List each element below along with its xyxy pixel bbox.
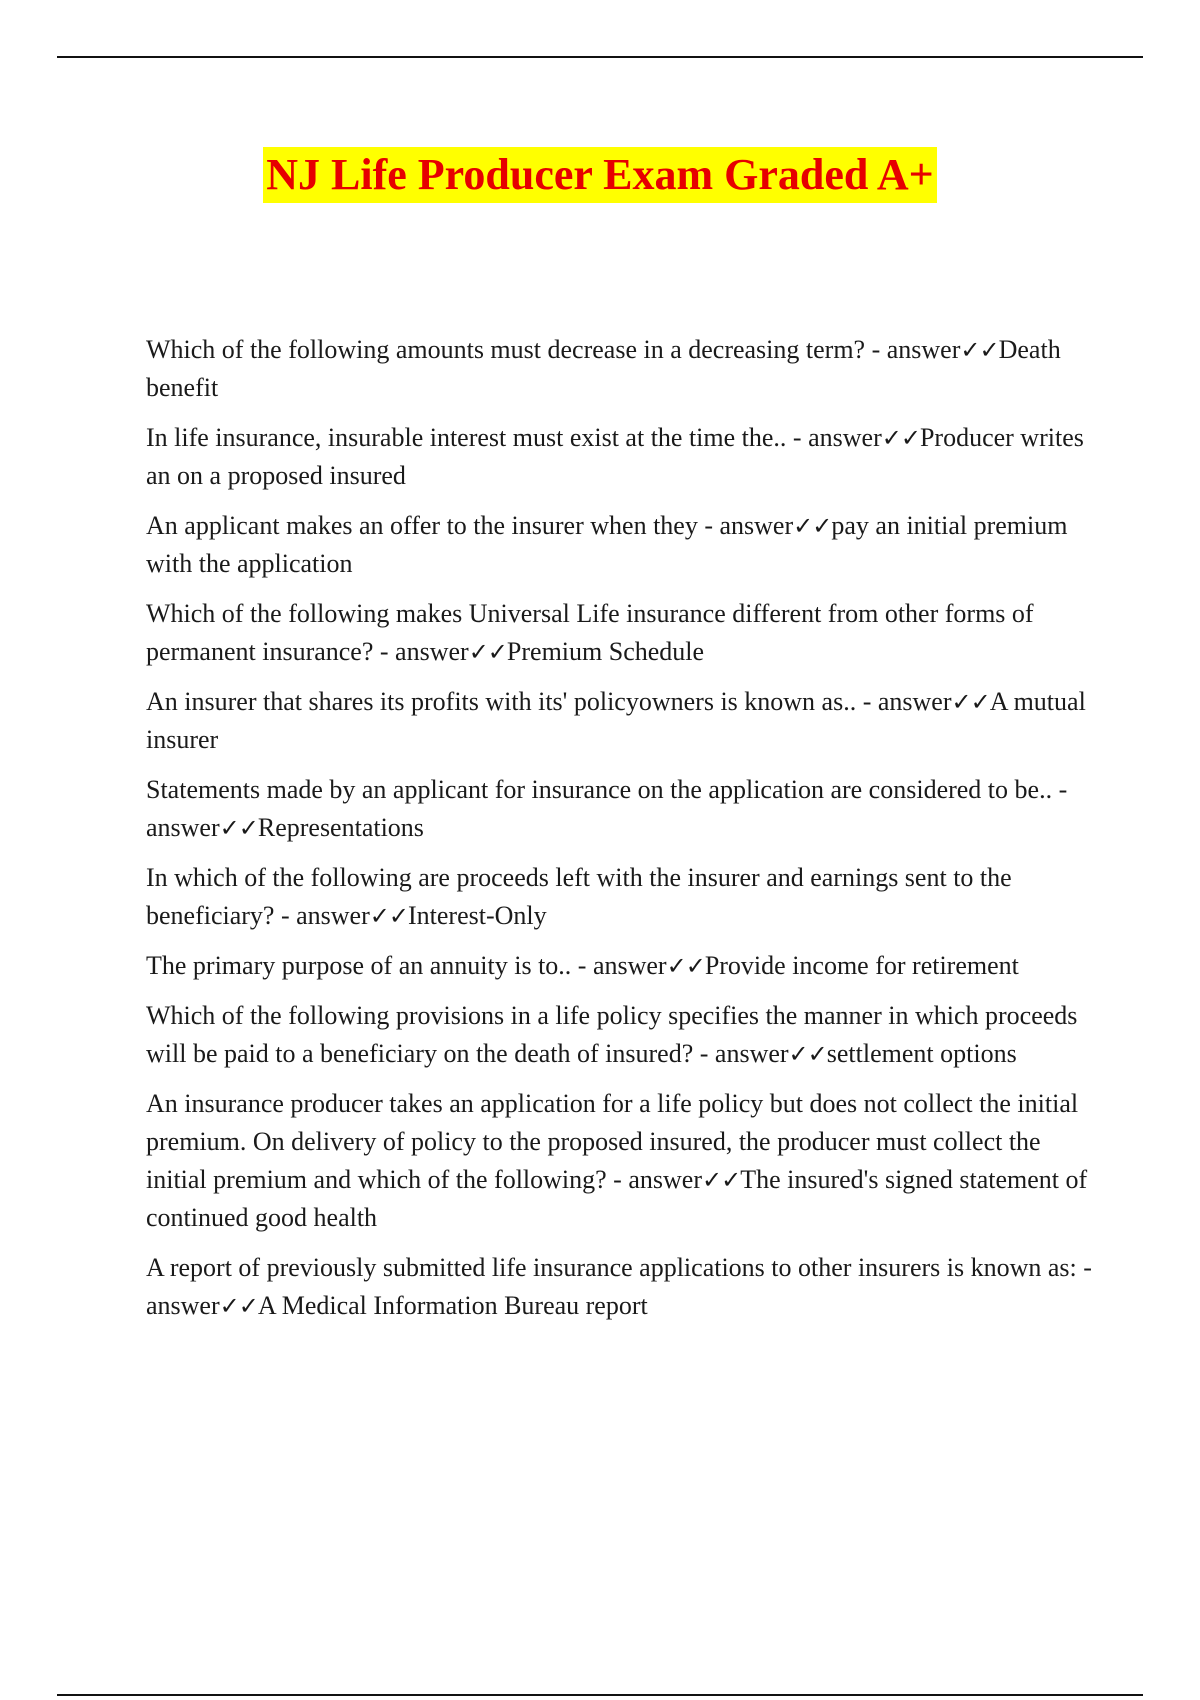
check-marks: ✓✓ [468, 638, 507, 666]
qa-item [146, 331, 1096, 407]
answer-label: answer [628, 1165, 702, 1194]
footer-rule [57, 1694, 1143, 1696]
answer-text: Interest-Only [407, 901, 547, 930]
question-text: A report of previously submitted life insurance applications to other insurers is known as: - [146, 1253, 1092, 1282]
answer-text: Provide income for retirement [704, 951, 1019, 980]
check-marks: ✓✓ [793, 512, 832, 540]
header-rule [57, 56, 1143, 58]
answer-label: answer [886, 335, 961, 364]
qa-item [146, 1085, 1096, 1237]
qa-item [146, 595, 1096, 671]
question-text: An insurance producer takes an application for a life policy but does not collect the initial premium. On delivery of policy to the proposed insured, the producer must collect the initial premium and which of the following? - [146, 1089, 1079, 1194]
question-text: Which of the following makes Universal Life insurance different from other forms of permanent insurance? - [146, 599, 1034, 666]
answer-text: A Medical Information Bureau report [257, 1291, 648, 1320]
title-container [0, 147, 1200, 203]
answer-label: answer [877, 687, 952, 716]
check-marks: ✓✓ [219, 814, 258, 842]
answer-text: pay an initial premium with the application [146, 511, 1068, 578]
question-text: Which of the following amounts must decrease in a decreasing term? - [146, 335, 887, 364]
qa-item [146, 771, 1096, 847]
answer-label: answer [146, 1291, 220, 1320]
check-marks: ✓✓ [960, 336, 999, 364]
document-title: NJ Life Producer Exam Graded A+ [263, 147, 937, 203]
qa-item [146, 947, 1096, 985]
qa-item [146, 507, 1096, 583]
answer-text: Premium Schedule [506, 637, 705, 666]
answer-label: answer [808, 423, 882, 452]
answer-label: answer [395, 637, 469, 666]
answer-text: A mutual insurer [146, 687, 1086, 754]
check-marks: ✓✓ [219, 1292, 258, 1320]
qa-item [146, 859, 1096, 935]
question-text: In life insurance, insurable interest must exist at the time the.. - [146, 423, 809, 452]
question-text: In which of the following are proceeds left with the insurer and earnings sent to the beneficiary? - [146, 863, 1012, 930]
answer-label: answer [592, 951, 667, 980]
check-marks: ✓✓ [951, 688, 990, 716]
qa-item [146, 683, 1096, 759]
qa-list [146, 331, 1096, 1337]
check-marks: ✓✓ [881, 424, 920, 452]
answer-text: settlement options [826, 1039, 1017, 1068]
question-text: The primary purpose of an annuity is to.. - [146, 951, 593, 980]
answer-text: Representations [257, 813, 424, 842]
question-text: Which of the following provisions in a life policy specifies the manner in which proceeds will be paid to a beneficiary on the death of insured? - [146, 1001, 1078, 1068]
qa-item [146, 419, 1096, 495]
question-text: An insurer that shares its profits with its' policyowners is known as.. - [146, 687, 878, 716]
check-marks: ✓✓ [701, 1166, 741, 1194]
answer-label: answer [296, 901, 370, 930]
question-text: Statements made by an applicant for insurance on the application are considered to be.. - [146, 775, 1068, 804]
answer-label: answer [719, 511, 794, 540]
answer-label: answer [714, 1039, 789, 1068]
answer-text: Death benefit [146, 335, 1061, 402]
question-text: An applicant makes an offer to the insurer when they - [146, 511, 720, 540]
check-marks: ✓✓ [369, 902, 408, 930]
answer-label: answer [146, 813, 220, 842]
answer-text: The insured's signed statement of continued good health [146, 1165, 1088, 1232]
check-marks: ✓✓ [666, 952, 705, 980]
qa-item [146, 997, 1096, 1073]
answer-text: Producer writes an on a proposed insured [146, 423, 1084, 490]
check-marks: ✓✓ [788, 1040, 827, 1068]
qa-item [146, 1249, 1096, 1325]
